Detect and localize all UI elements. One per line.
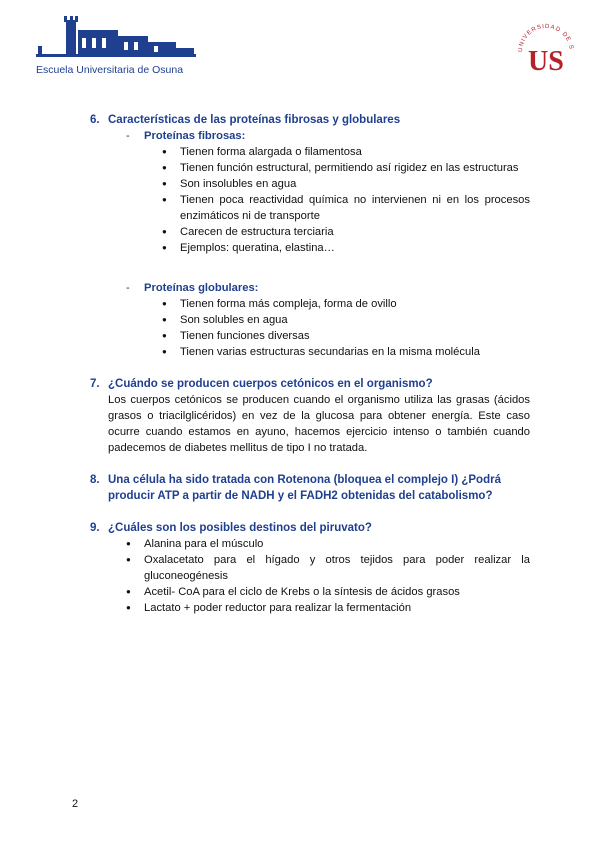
list-item: ● Ejemplos: queratina, elastina… xyxy=(180,240,530,256)
seal-letters: US xyxy=(528,46,564,77)
page-number: 2 xyxy=(72,798,79,810)
piruvato-list xyxy=(90,536,530,616)
list-item: ● Son solubles en agua xyxy=(180,312,530,328)
fibrosas-list xyxy=(90,144,530,256)
list-item: ● Lactato + poder reductor para realizar la fermentación xyxy=(144,600,530,616)
document-body xyxy=(90,112,530,616)
list-item: ● Alanina para el músculo xyxy=(144,536,530,552)
list-item: ● Oxalacetato para el hígado y otros tejidos para poder realizar la gluconeogénesis xyxy=(144,552,530,584)
school-logo xyxy=(36,16,196,82)
seal-ring-text: UNIVERSIDAD DE S xyxy=(517,23,574,53)
list-item: ● Tienen funciones diversas xyxy=(180,328,530,344)
castle-icon xyxy=(36,16,196,62)
globulares-list xyxy=(90,296,530,360)
section-9-title: 9. ¿Cuáles son los posibles destinos del piruvato? xyxy=(90,522,372,534)
school-name: Escuela Universitaria de Osuna xyxy=(36,64,184,76)
section-7-title: 7. ¿Cuándo se producen cuerpos cetónicos en el organismo? xyxy=(90,378,433,390)
list-item: ● Tienen función estructural, permitiendo así rigidez en las estructuras xyxy=(180,160,530,176)
list-item: ● Tienen varias estructuras secundarias en la misma molécula xyxy=(180,344,530,360)
list-item: ● Carecen de estructura terciaria xyxy=(180,224,530,240)
section-8-title: 8. Una célula ha sido tratada con Rotenona (bloquea el complejo I) ¿Podrá producir ATP a partir de NADH y el FADH2 obtenidas del catabolismo? xyxy=(90,474,501,502)
section-7-text: Los cuerpos cetónicos se producen cuando el organismo utiliza las grasas (ácidos grasos o triacilglicéridos) en vez de la glucosa para obtener energía. Este caso ocurre cuando estamos en ayuno, hacemos ejercicio intenso o también cuando padecemos de diabetes mellitus de tipo I no tratada. xyxy=(108,394,530,454)
list-item: ● Son insolubles en agua xyxy=(180,176,530,192)
university-seal xyxy=(514,20,578,84)
globulares-heading: - Proteínas globulares: xyxy=(126,282,259,294)
list-item: ● Tienen forma más compleja, forma de ovillo xyxy=(180,296,530,312)
list-item: ● Tienen poca reactividad química no intervienen ni en los procesos enzimáticos ni de transporte xyxy=(180,192,530,224)
seal-icon xyxy=(514,20,578,84)
section-6-title: 6. Características de las proteínas fibrosas y globulares xyxy=(90,114,401,126)
list-item: ● Acetil- CoA para el ciclo de Krebs o la síntesis de ácidos grasos xyxy=(144,584,530,600)
fibrosas-heading: - Proteínas fibrosas: xyxy=(126,130,246,142)
list-item: ● Tienen forma alargada o filamentosa xyxy=(180,144,530,160)
